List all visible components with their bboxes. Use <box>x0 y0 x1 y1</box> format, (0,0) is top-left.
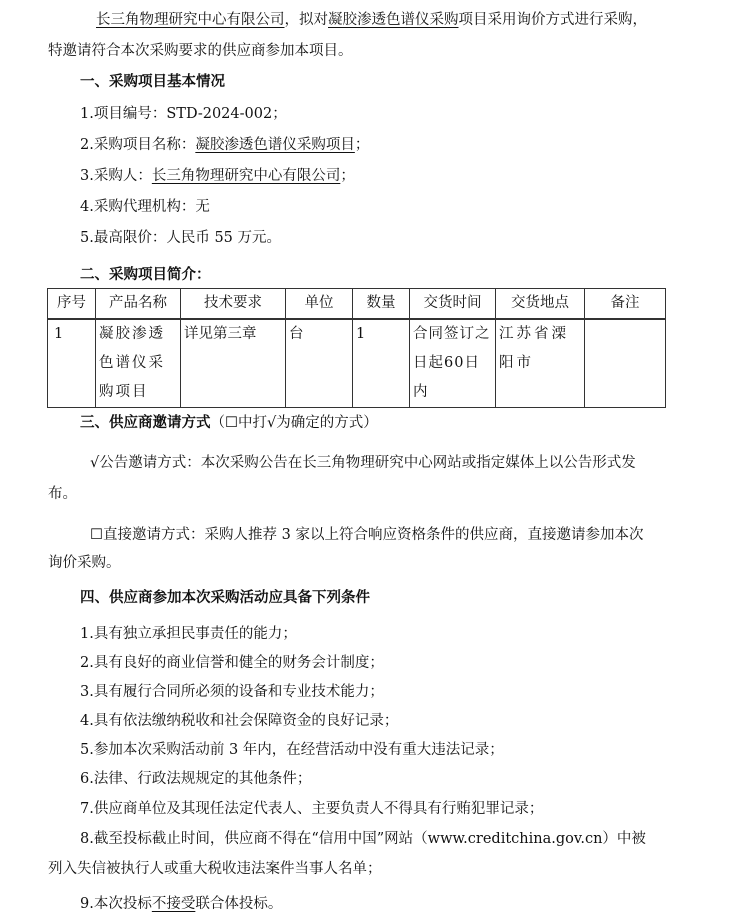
cell: 凝胶渗透色谱仪采购项目 <box>96 319 181 408</box>
intro-line-2: 特邀请符合本次采购要求的供应商参加本项目。 <box>48 43 353 59</box>
public-invitation-option: √公告邀请方式：本次采购公告在长三角物理研究中心网站或指定媒体上以公告形式发 <box>90 455 636 471</box>
public-invitation-cont: 布。 <box>48 486 77 502</box>
cell: 1 <box>353 319 410 408</box>
cell: 1 <box>48 319 96 408</box>
condition-item: 2.具有良好的商业信誉和健全的财务会计制度； <box>80 655 384 671</box>
condition-item-7: 7.供应商单位及其现任法定代表人、主要负责人不得具有行贿犯罪记录； <box>80 801 544 817</box>
value: 长三角物理研究中心有限公司 <box>151 168 341 184</box>
text: 9.本次投标 <box>80 896 152 912</box>
direct-invitation-cont: 询价采购。 <box>48 555 121 571</box>
condition-item-8-cont: 列入失信被执行人或重大税收违法案件当事人名单； <box>48 861 382 877</box>
condition-item-8: 8.截至投标截止时间，供应商不得在“信用中国”网站（www.creditchina.gov.cn）中被 <box>80 831 646 847</box>
header-cell: 单位 <box>286 289 353 320</box>
section-3-heading: 三、供应商邀请方式 <box>80 415 211 431</box>
agency-item: 4.采购代理机构：无 <box>80 199 210 215</box>
company-name: 长三角物理研究中心有限公司 <box>96 12 285 28</box>
section-1-heading: 一、采购项目基本情况 <box>80 74 225 90</box>
condition-item-9 <box>80 894 282 914</box>
header-cell: 序号 <box>48 289 96 320</box>
project-name-item <box>80 135 369 155</box>
header-cell: 交货地点 <box>496 289 585 320</box>
condition-item: 1.具有独立承担民事责任的能力； <box>80 626 297 642</box>
punct: ； <box>340 168 355 184</box>
label: 2.采购项目名称： <box>80 137 196 153</box>
max-price-item: 5.最高限价：人民币 55 万元。 <box>80 230 282 246</box>
section-3-heading-line <box>80 413 378 433</box>
heading-note: （☐中打√为确定的方式） <box>210 415 378 431</box>
cell: 台 <box>286 319 353 408</box>
intro-text: 项目采用询价方式进行采购， <box>458 12 647 28</box>
header-cell: 数量 <box>353 289 410 320</box>
cell: 江苏省溧阳市 <box>496 319 585 408</box>
intro-text: ，拟对 <box>284 12 328 28</box>
header-cell: 备注 <box>585 289 666 320</box>
condition-item: 5.参加本次采购活动前 3 年内，在经营活动中没有重大违法记录； <box>80 742 504 758</box>
underlined-text: 不接受 <box>151 896 196 912</box>
condition-item: 4.具有依法缴纳税收和社会保障资金的良好记录； <box>80 713 399 729</box>
direct-invitation-option: ☐直接邀请方式：采购人推荐 3 家以上符合响应资格条件的供应商，直接邀请参加本次 <box>90 527 644 543</box>
section-4-heading: 四、供应商参加本次采购活动应具备下列条件 <box>80 590 370 606</box>
header-cell: 技术要求 <box>181 289 286 320</box>
purchaser-item <box>80 166 355 186</box>
header-cell: 产品名称 <box>96 289 181 320</box>
cell <box>585 319 666 408</box>
cell: 详见第三章 <box>181 319 286 408</box>
table-header-row <box>48 289 666 320</box>
condition-item: 6.法律、行政法规规定的其他条件； <box>80 771 312 787</box>
intro-line-1 <box>96 10 647 30</box>
project-name: 凝胶渗透色谱仪采购 <box>328 12 459 28</box>
header-cell: 交货时间 <box>410 289 496 320</box>
punct: ； <box>354 137 370 153</box>
project-table <box>47 288 666 408</box>
value: 凝胶渗透色谱仪采购项目 <box>195 137 355 153</box>
condition-item: 3.具有履行合同所必须的设备和专业技术能力； <box>80 684 384 700</box>
cell: 合同签订之日起60日内 <box>410 319 496 408</box>
table-row <box>48 319 666 408</box>
text: 联合体投标。 <box>195 896 283 912</box>
label: 3.采购人： <box>80 168 152 184</box>
project-number: 1.项目编号：STD-2024-002； <box>80 106 287 122</box>
section-2-heading: 二、采购项目简介： <box>80 267 211 283</box>
